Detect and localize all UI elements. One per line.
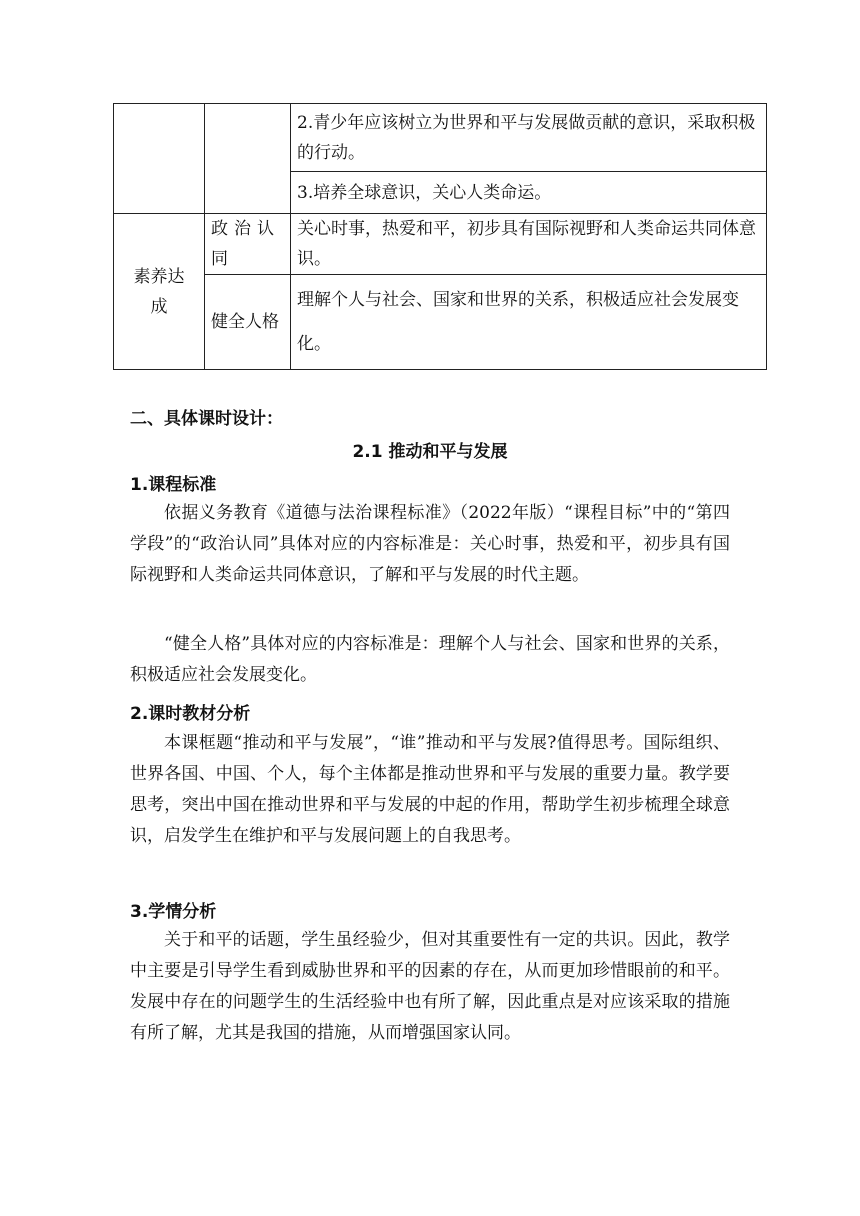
heading-student-analysis: 3.学情分析 [130,902,217,922]
lesson-title: 2.1 推动和平与发展 [352,442,508,462]
literacy-category-label: 素养达成 [133,266,185,317]
empty-category-cell [114,104,205,214]
sound-personality-cell: 健全人格 [205,275,291,370]
heading-material-analysis: 2.课时教材分析 [130,704,251,724]
heading-curriculum-standard: 1.课程标准 [130,475,217,495]
literacy-category-cell [114,214,205,370]
student-analysis-paragraph: 关于和平的话题，学生虽经验少，但对其重要性有一定的共识。因此，教学中主要是引导学生看到威胁世界和平的因素的存在，从而更加珍惜眼前的和平。发展中存在的问题学生的生活经验中也有所了解，因此重点是对应该采取的措施有所了解，尤其是我国的措施，从而增强国家认同。 [130,930,730,1043]
sound-personality-text: 理解个人与社会、国家和世界的关系，积极适应社会发展变化。 [291,275,767,370]
objectives-table [113,103,767,370]
objective-3-cell: 3.培养全球意识，关心人类命运。 [291,172,767,214]
section-title: 二、具体课时设计： [130,409,283,429]
political-identity-text: 关心时事，热爱和平，初步具有国际视野和人类命运共同体意识。 [291,214,767,275]
curriculum-paragraph-2: “健全人格”具体对应的内容标准是：理解个人与社会、国家和世界的关系，积极适应社会发展变化。 [130,634,730,685]
curriculum-paragraph-1: 依据义务教育《道德与法治课程标准》（2022年版）“课程目标”中的“第四学段”的“政治认同”具体对应的内容标准是：关心时事，热爱和平，初步具有国际视野和人类命运共同体意识，了解和平与发展的时代主题。 [130,503,730,585]
empty-subcategory-cell [205,104,291,214]
political-identity-cell: 政治认同 [205,214,291,275]
objective-2-cell: 2.青少年应该树立为世界和平与发展做贡献的意识，采取积极的行动。 [291,104,767,172]
material-analysis-paragraph: 本课框题“推动和平与发展”，“谁”推动和平与发展?值得思考。国际组织、世界各国、中国、个人，每个主体都是推动世界和平与发展的重要力量。教学要思考，突出中国在推动世界和平与发展的中起的作用，帮助学生初步梳理全球意识，启发学生在维护和平与发展问题上的自我思考。 [130,733,730,846]
